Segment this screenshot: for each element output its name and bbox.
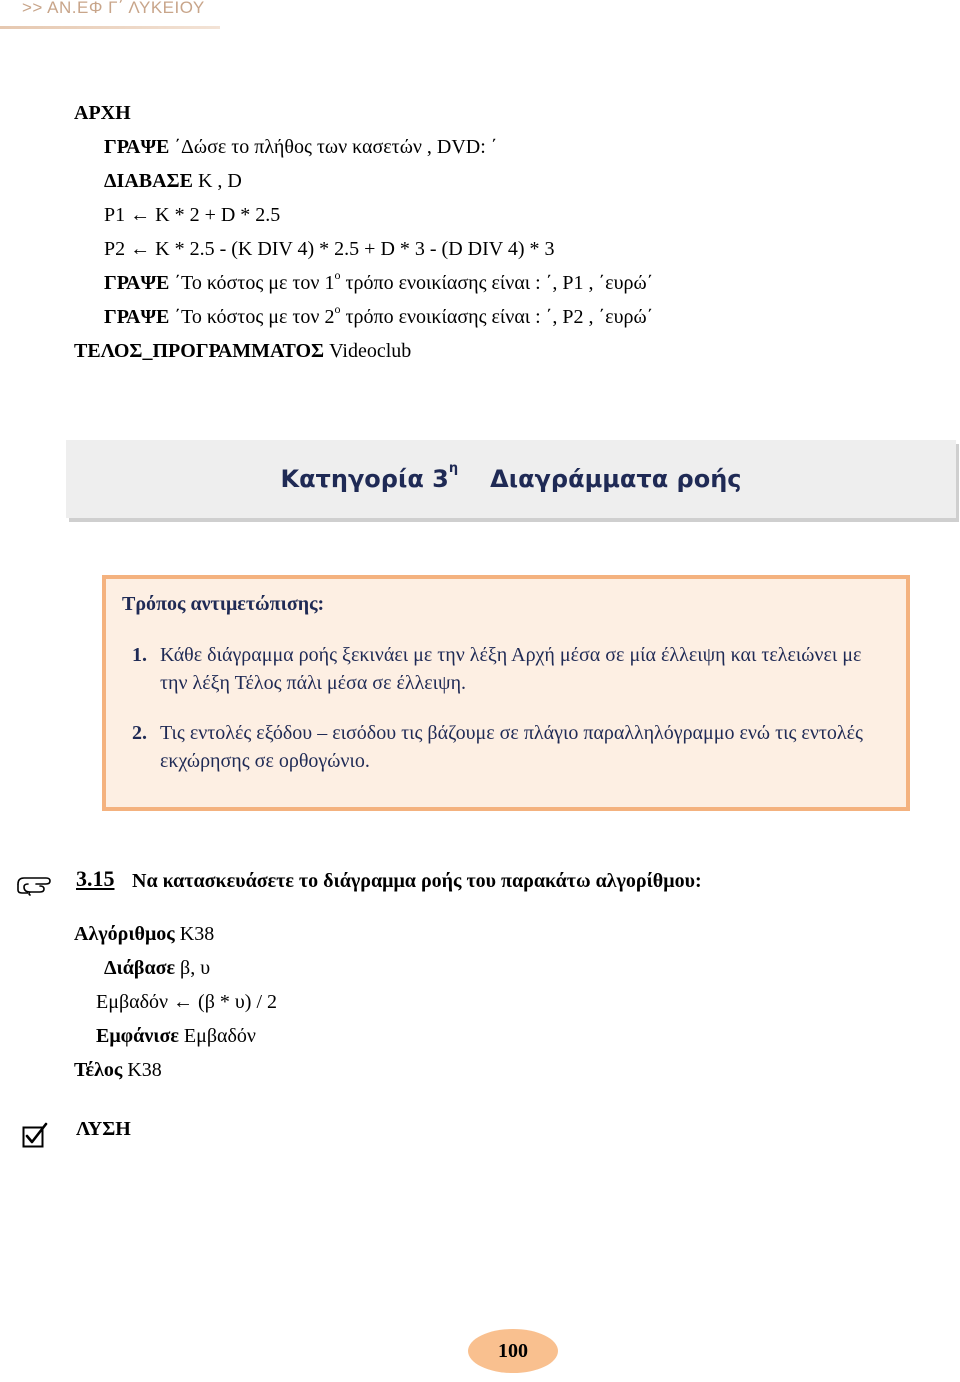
keyword: ΓΡΑΨΕ [104, 306, 170, 328]
algorithm-line-2 [104, 956, 210, 980]
program-line-4: P2 ← K * 2.5 - (K DIV 4) * 2.5 + D * 3 - (D DIV 4) * 3 [104, 238, 555, 260]
solution-label: ΛΥΣΗ [76, 1118, 131, 1140]
method-box [102, 575, 910, 811]
statement: ΄Δώσε το πλήθος των κασετών , DVD: ΄ [169, 136, 498, 158]
statement: K , D [192, 170, 242, 192]
ordinal-sup: ο [334, 268, 341, 283]
statement: ΄Το κόστος με τον 1 [169, 272, 335, 294]
category-label [280, 461, 459, 493]
exercise-number: 3.15 [76, 866, 115, 891]
keyword: ΔΙΑΒΑΣΕ [104, 170, 193, 192]
checkbox-icon [22, 1122, 48, 1148]
program-line-6 [104, 302, 654, 329]
keyword: Διάβασε [104, 957, 176, 979]
statement: K38 [122, 1059, 162, 1081]
program-line-2 [104, 169, 242, 193]
header-title: >> ΑΝ.ΕΦ Γ΄ ΛΥΚΕΙΟΥ [22, 0, 205, 17]
keyword: ΓΡΑΨΕ [104, 272, 170, 294]
statement: τρόπο ενοικίασης είναι : ΄, P1 , ΄ευρώ΄ [340, 272, 654, 294]
method-item [132, 719, 880, 775]
method-title: Τρόπος αντιμετώπισης: [122, 593, 325, 615]
statement: Videoclub [324, 340, 412, 362]
program-line-5 [104, 268, 654, 295]
program-line-3: P1 ← K * 2 + D * 2.5 [104, 204, 281, 226]
exercise-text: Να κατασκευάσετε το διάγραμμα ροής του παρακάτω αλγορίθμου: [132, 870, 702, 892]
program-end [74, 339, 411, 363]
keyword: Αλγόριθμος [74, 923, 175, 945]
header-underline [0, 26, 220, 29]
item-number: 2. [132, 722, 147, 744]
category-label-text: Κατηγορία 3 [280, 465, 449, 493]
keyword: Τέλος [74, 1059, 123, 1081]
algorithm-line-3: Εμβαδόν ← (β * υ) / 2 [96, 991, 278, 1013]
algorithm-line-1 [74, 922, 214, 946]
ordinal-sup: ο [334, 302, 341, 317]
keyword: ΓΡΑΨΕ [104, 136, 170, 158]
program-line-1 [104, 135, 497, 159]
program-start: ΑΡΧΗ [74, 102, 131, 124]
item-text: Τις εντολές εξόδου – εισόδου τις βάζουμε σε πλάγιο παραλληλόγραμμο ενώ τις εντολές εκχώρησης σε ορθογώνιο. [160, 722, 863, 772]
algorithm-line-5 [74, 1058, 162, 1082]
category-sup: η [448, 461, 459, 476]
statement: ΄Το κόστος με τον 2 [169, 306, 335, 328]
statement: K38 [174, 923, 215, 945]
statement: τρόπο ενοικίασης είναι : ΄, P2 , ΄ευρώ΄ [340, 306, 654, 328]
item-number: 1. [132, 644, 147, 666]
keyword: Εμφάνισε [96, 1025, 179, 1047]
category-topic: Διαγράμματα ροής [490, 465, 742, 493]
pointing-hand-icon [16, 870, 58, 896]
algorithm-line-4 [96, 1024, 256, 1048]
keyword: ΤΕΛΟΣ_ΠΡΟΓΡΑΜΜΑΤΟΣ [74, 340, 325, 362]
category-banner [66, 440, 956, 518]
method-item [132, 641, 880, 697]
item-text: Κάθε διάγραμμα ροής ξεκινάει με την λέξη Αρχή μέσα σε μία έλλειψη και τελειώνει με την λέξη Τέλος πάλι μέσα σε έλλειψη. [160, 644, 862, 694]
statement: β, υ [175, 957, 211, 979]
page-number-badge: 100 [468, 1329, 558, 1373]
statement: Εμβαδόν [178, 1025, 256, 1047]
